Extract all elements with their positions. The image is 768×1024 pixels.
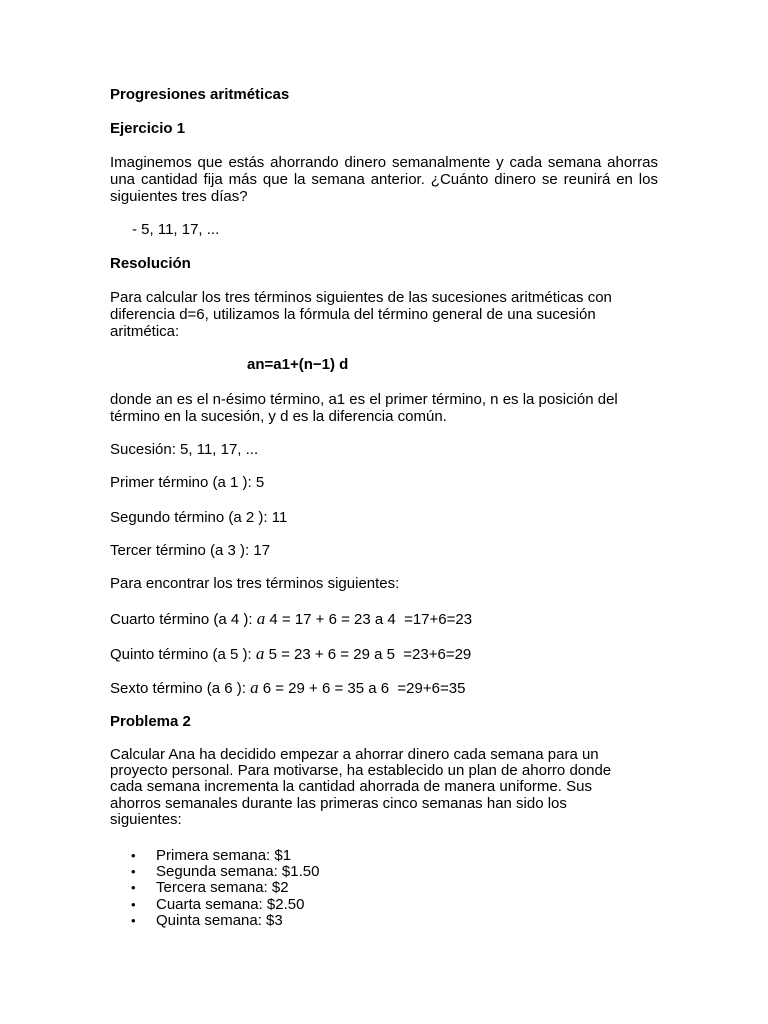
list-item: • Quinta semana: $3 [110,913,658,929]
general-term-formula: an=a1+(n−1) d [247,356,349,373]
list-item: • Tercera semana: $2 [110,880,658,896]
term-4-calculation: 4 = 17 + 6 = 23 a 4 =17+6=23 [265,611,473,628]
problem-statement [110,747,658,828]
list-item: • Cuarta semana: $2.50 [110,897,658,913]
resolution-intro: Para calcular los tres términos siguientes de las sucesiones aritméticas con diferencia d=6, utilizamos la fórmula del término general de una sucesión aritmética: [110,289,612,340]
term-6 [110,679,658,697]
term-2: Segundo término (a 2 ): 11 [110,509,288,526]
list-item: • Segunda semana: $1.50 [110,864,658,880]
problem-heading: Problema 2 [110,713,191,730]
exercise-heading: Ejercicio 1 [110,120,186,137]
term-5 [110,645,658,663]
list-item: • Primera semana: $1 [110,848,658,864]
term-1: Primer término (a 1 ): 5 [110,474,265,491]
problem-line-5: siguientes: [110,810,182,828]
term-3: Tercer término (a 3 ): 17 [110,542,271,559]
problem-line-4: ahorros semanales durante las primeras cinco semanas han sido los [110,794,567,812]
term-6-variable: a [250,678,259,697]
term-5-label: Quinto término (a 5 ): [110,646,256,663]
term-4 [110,610,658,628]
sequence-line: - 5, 11, 17, ... [132,221,220,238]
term-5-calculation: 5 = 23 + 6 = 29 a 5 =23+6=29 [264,646,472,663]
resolution-heading: Resolución [110,255,191,272]
term-6-label: Sexto término (a 6 ): [110,680,251,697]
exercise-statement: Imaginemos que estás ahorrando dinero semanalmente y cada semana ahorras una cantidad fija más que la semana anterior. ¿Cuánto dinero se reunirá en los siguientes tres días? [110,154,658,205]
term-4-variable: a [256,609,266,628]
term-5-variable: a [255,644,265,663]
problem-line-3: cada semana incrementa la cantidad ahorrada de manera uniforme. Sus [110,778,592,796]
find-next-terms: Para encontrar los tres términos siguientes: [110,575,400,592]
term-6-calculation: 6 = 29 + 6 = 35 a 6 =29+6=35 [258,680,466,697]
problem-line-1: Calcular Ana ha decidido empezar a ahorrar dinero cada semana para un [110,746,599,763]
savings-list [110,848,658,929]
sequence-statement: Sucesión: 5, 11, 17, ... [110,441,259,458]
term-4-label: Cuarto término (a 4 ): [110,611,257,628]
problem-line-2: proyecto personal. Para motivarse, ha establecido un plan de ahorro donde [110,762,612,780]
document-title: Progresiones aritméticas [110,86,290,103]
formula-explanation: donde an es el n-ésimo término, a1 es el primer término, n es la posición del término en la sucesión, y d es la diferencia común. [110,391,618,425]
